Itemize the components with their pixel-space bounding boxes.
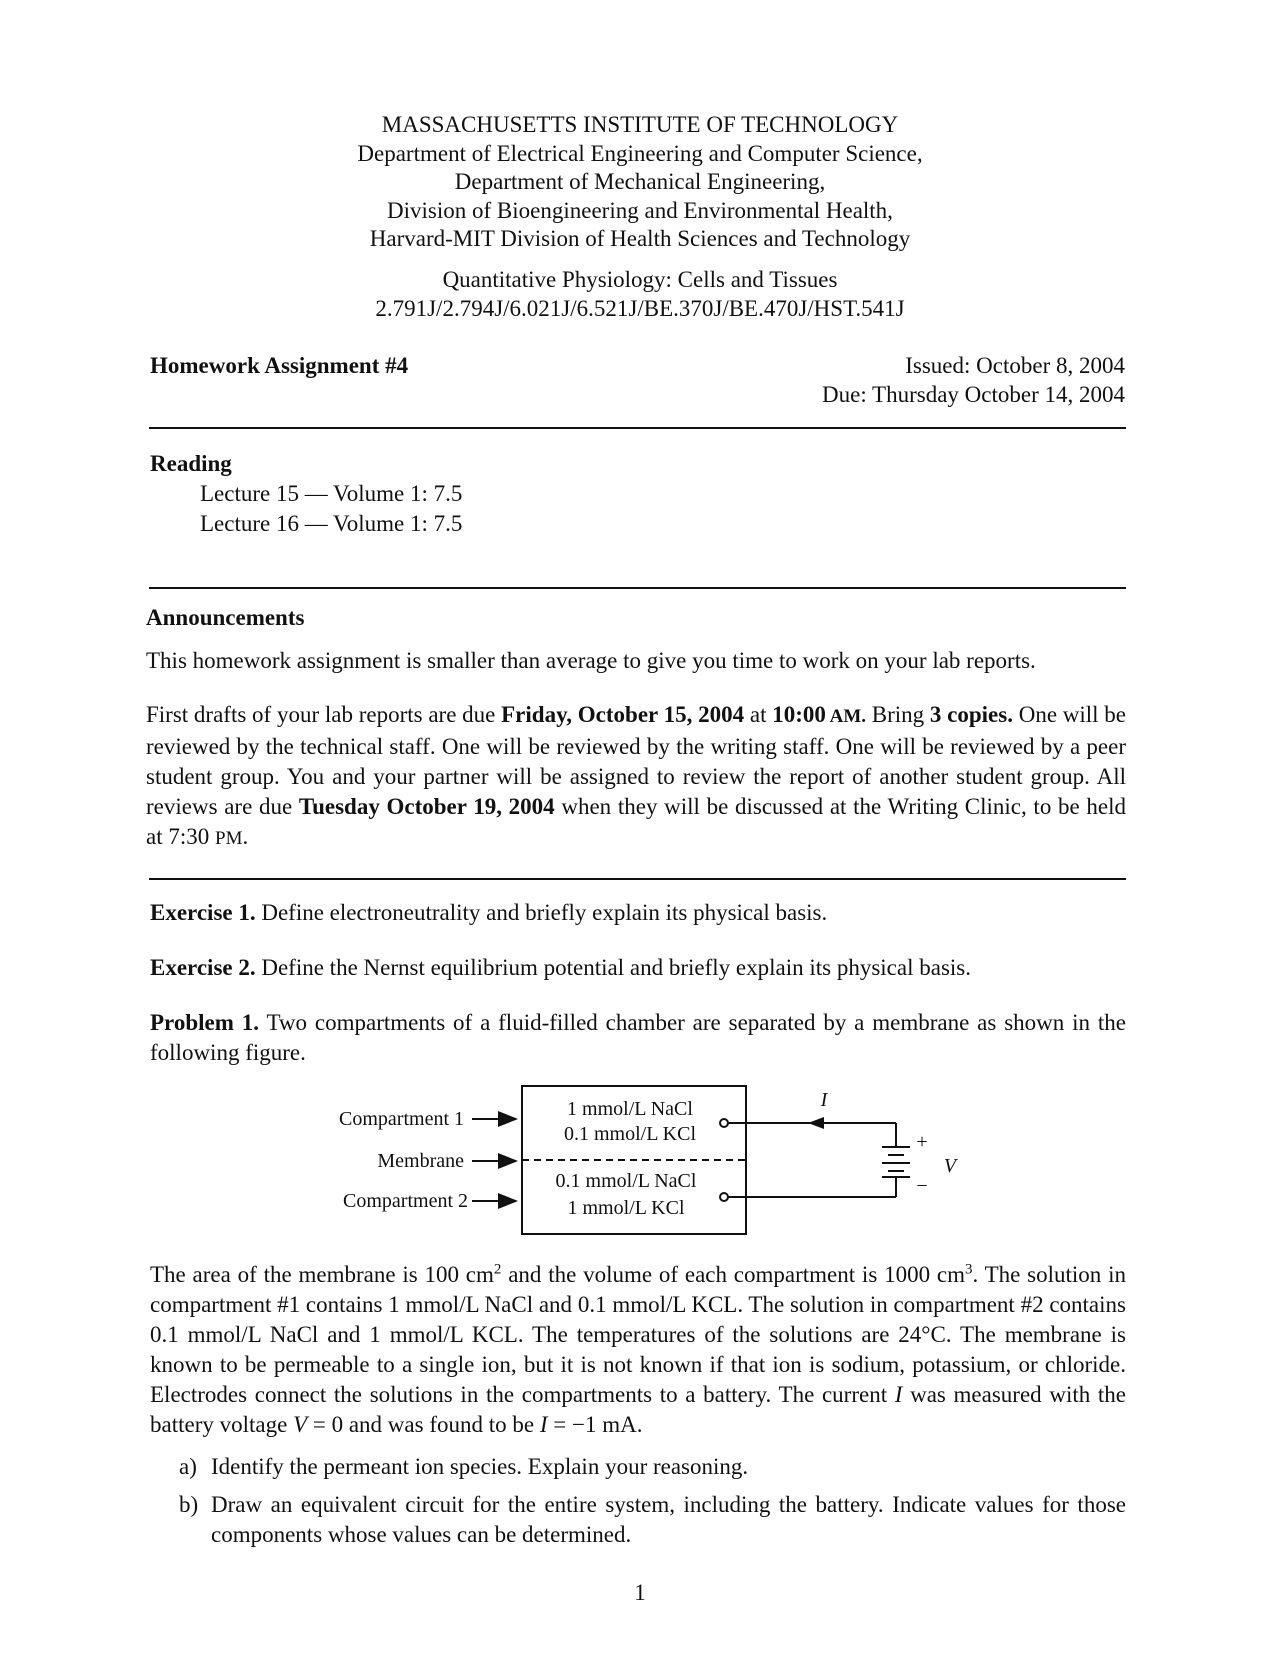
c2-kcl: 1 mmol/L KCl <box>567 1197 685 1219</box>
department-line: Department of Mechanical Engineering, <box>454 169 826 194</box>
reading-item: Lecture 15 — Volume 1: 7.5 <box>200 481 463 506</box>
c2-nacl: 0.1 mmol/L NaCl <box>555 1170 697 1192</box>
minus-sign: − <box>916 1175 928 1197</box>
department-line: Harvard-MIT Division of Health Sciences and Technology <box>369 226 911 251</box>
compartment-1-label: Compartment 1 <box>339 1108 464 1130</box>
course-numbers: 2.791J/2.794J/6.021J/6.521J/BE.370J/BE.470J/HST.541J <box>375 296 905 321</box>
course-title: Quantitative Physiology: Cells and Tissues <box>442 267 838 292</box>
issued-date: Issued: October 8, 2004 <box>905 353 1125 378</box>
compartment-2-label: Compartment 2 <box>343 1190 468 1212</box>
announcement-paragraph: This homework assignment is smaller than average to give you time to work on your lab reports. <box>146 648 1036 673</box>
institute-name: MASSACHUSETTS INSTITUTE OF TECHNOLOGY <box>381 112 899 137</box>
reading-item: Lecture 16 — Volume 1: 7.5 <box>200 511 463 536</box>
exercise-2: Exercise 2. Define the Nernst equilibrium potential and briefly explain its physical basis. <box>150 955 971 980</box>
announcements-heading: Announcements <box>146 605 305 630</box>
membrane-label: Membrane <box>377 1150 464 1172</box>
current-arrow <box>808 1117 824 1129</box>
electrode-2 <box>720 1193 728 1201</box>
announcement-paragraph: First drafts of your lab reports are due Friday, October 15, 2004 at 10:00 AM. Bring 3 copies. One will be reviewed by the technical staff. One will be reviewed by the writing staff. One will be reviewed by a peer student group. You and your partner will be assigned to review the report of another student group. All reviews are due Tuesday October 19, 2004 when they will be discussed at the Writing Clinic, to be held at 7:30 PM. <box>146 702 1127 849</box>
chamber-circuit-figure <box>300 1080 980 1250</box>
page-number: 1 <box>634 1580 646 1605</box>
divider <box>149 587 1126 589</box>
part-b-label: b) <box>179 1492 199 1517</box>
problem-intro: Problem 1. Two compartments of a fluid-filled chamber are separated by a membrane as shown in the following figure. <box>150 1010 1126 1065</box>
divider <box>149 427 1126 429</box>
department-line: Division of Bioengineering and Environmental Health, <box>387 198 893 223</box>
plus-sign: + <box>916 1131 928 1153</box>
c1-nacl: 1 mmol/L NaCl <box>567 1098 693 1120</box>
part-a-label: a) <box>179 1454 197 1479</box>
divider <box>149 878 1126 880</box>
department-line: Department of Electrical Engineering and Computer Science, <box>357 141 923 166</box>
part-a-text: Identify the permeant ion species. Explain your reasoning. <box>211 1454 749 1479</box>
c1-kcl: 0.1 mmol/L KCl <box>563 1123 697 1145</box>
assignment-title: Homework Assignment #4 <box>150 353 409 378</box>
current-label: I <box>820 1089 828 1111</box>
electrode-1 <box>720 1119 728 1127</box>
part-b-text: Draw an equivalent circuit for the entire system, including the battery. Indicate values for those components whose values can be determined. <box>211 1492 1126 1547</box>
reading-heading: Reading <box>150 451 232 476</box>
voltage-label: V <box>943 1155 957 1177</box>
exercise-1: Exercise 1. Define electroneutrality and briefly explain its physical basis. <box>150 900 828 925</box>
problem-body: The area of the membrane is 100 $cm^2$ and the volume of each compartment is 1000 $cm^3$. The solution in compartment #1 contains 1 mmol/L NaCl and 0.1 mmol/L KCL. The solution in compartment #2 contains 0.1 mmol/L NaCl and 1 mmol/L KCL. The temperatures of the solutions are 24°C. The membrane is known to be permeable to a single ion, but it is not known if that ion is sodium, potassium, or chloride. Electrodes connect the solutions in the compartments to a battery. The current I was measured with the battery voltage V = 0 and was found to be I = −1 mA. <box>150 1261 1127 1437</box>
due-date: Due: Thursday October 14, 2004 <box>822 382 1125 407</box>
